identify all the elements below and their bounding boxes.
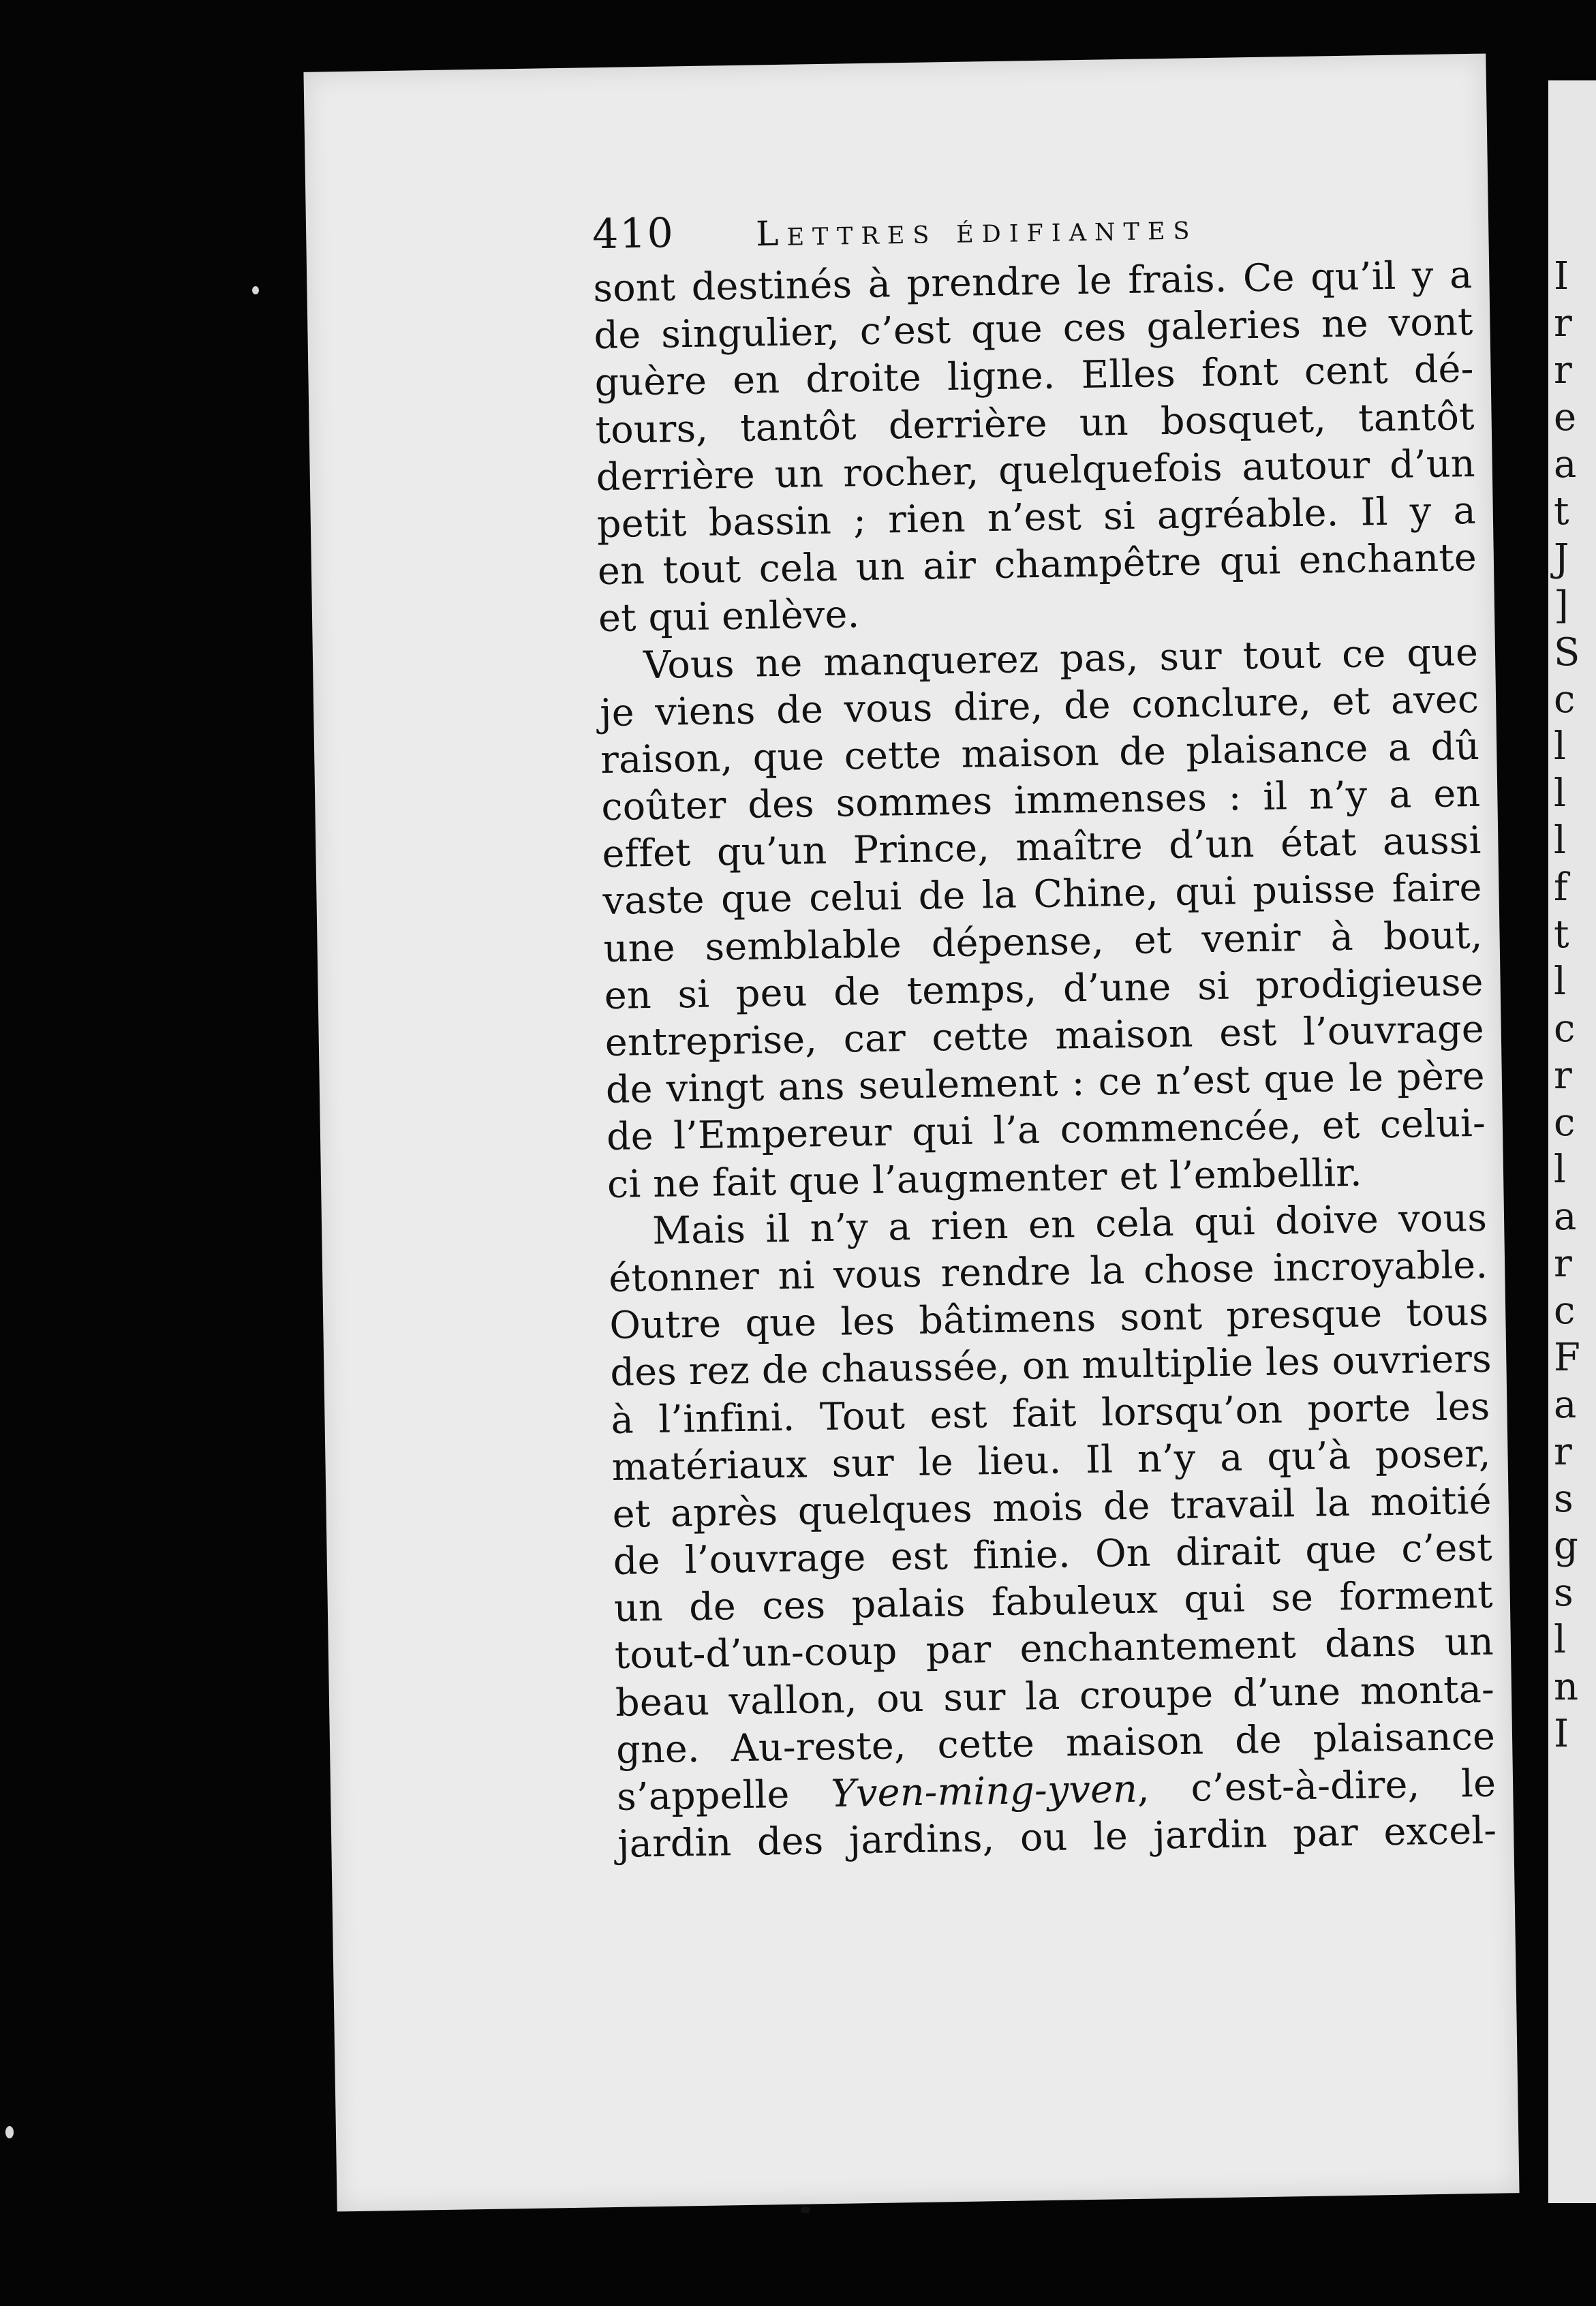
adjacent-page-letter: l xyxy=(1554,771,1566,816)
adjacent-page-letter: f xyxy=(1554,865,1568,910)
running-title: Lettres édifiantes xyxy=(755,207,1198,254)
text-line: raison, que cette maison de plaisance a dû xyxy=(600,724,1480,782)
adjacent-page-letter: c xyxy=(1554,1101,1576,1145)
adjacent-page-letter: a xyxy=(1554,442,1577,487)
dust-speck xyxy=(252,286,259,294)
text-body xyxy=(593,251,1497,1868)
text-line: effet qu’un Prince, maître d’un état aussi xyxy=(602,818,1482,877)
adjacent-page-letter: l xyxy=(1554,818,1566,863)
adjacent-page-letter: r xyxy=(1554,348,1572,393)
text-line: en si peu de temps, d’une si prodigieuse xyxy=(604,959,1484,1018)
text-segment: , c’est-à-dire, le xyxy=(1137,1761,1497,1811)
adjacent-page-letter: F xyxy=(1554,1336,1580,1380)
adjacent-page-edge xyxy=(1548,80,1596,2203)
text-line: Mais il n’y a rien en cela qui doive vous xyxy=(651,1195,1488,1253)
adjacent-page-letter: ] xyxy=(1554,583,1569,628)
text-line: de l’Empereur qui l’a commencée, et celui- xyxy=(606,1101,1486,1160)
text-line: à l’infini. Tout est fait lorsqu’on porte les xyxy=(611,1384,1490,1443)
adjacent-page-letter: s xyxy=(1554,1477,1574,1521)
text-line: des rez de chaussée, on multiplie les ouvriers xyxy=(609,1336,1492,1396)
adjacent-page-letter: c xyxy=(1554,677,1576,722)
adjacent-page-letter: g xyxy=(1554,1524,1578,1568)
text-line: Vous ne manquerez pas, sur tout ce que xyxy=(643,630,1479,688)
text-line: sont destinés à prendre le frais. Ce qu’il y a xyxy=(592,252,1473,311)
text-line: tout-d’un-coup par enchantement dans un xyxy=(614,1620,1494,1678)
adjacent-page-letter: J xyxy=(1554,536,1569,581)
adjacent-page-letter: I xyxy=(1554,254,1569,298)
adjacent-page-letter: t xyxy=(1554,489,1569,534)
text-line: tours, tantôt derrière un bosquet, tantôt xyxy=(595,394,1475,452)
adjacent-page-letter: a xyxy=(1554,1383,1577,1427)
text-line: et après quelques mois de travail la moitié xyxy=(612,1478,1492,1537)
italic-name: Yven-ming-yven xyxy=(830,1766,1138,1816)
text-line: de singulier, c’est que ces galeries ne vont xyxy=(594,300,1473,358)
text-line: vaste que celui de la Chine, qui puisse faire xyxy=(602,865,1482,924)
adjacent-page-letter: r xyxy=(1554,301,1572,345)
text-line: étonner ni vous rendre la chose incroyable. xyxy=(608,1242,1488,1301)
text-line: gne. Au-reste, cette maison de plaisance xyxy=(615,1714,1496,1772)
text-line: je viens de vous dire, de conclure, et avec xyxy=(599,677,1479,735)
adjacent-page-letter: l xyxy=(1554,724,1566,769)
adjacent-page-letter: r xyxy=(1554,1054,1572,1098)
adjacent-page-letter: e xyxy=(1554,395,1577,440)
adjacent-page-letter: S xyxy=(1554,630,1580,675)
adjacent-page-letter: t xyxy=(1554,912,1569,957)
text-line: coûter des sommes immenses : il n’y a en xyxy=(600,771,1481,830)
adjacent-page-letter: l xyxy=(1554,959,1566,1004)
text-line: ci ne fait que l’augmenter et l’embellir. xyxy=(607,1150,1363,1207)
text-line: entreprise, car cette maison est l’ouvrage xyxy=(604,1006,1485,1066)
text-line: et qui enlève. xyxy=(598,592,860,641)
page-number: 410 xyxy=(592,209,675,259)
text-line: un de ces palais fabuleux qui se forment xyxy=(613,1572,1494,1631)
text-segment: s’appelle xyxy=(616,1771,831,1819)
ink-mark xyxy=(801,2207,810,2213)
text-line: petit bassin ; rien n’est si agréable. Il y a xyxy=(596,488,1477,547)
text-line: derrière un rocher, quelquefois autour d’un xyxy=(596,441,1476,499)
adjacent-page-letter: r xyxy=(1554,1242,1572,1286)
text-line: de vingt ans seulement : ce n’est que le père xyxy=(605,1054,1486,1113)
adjacent-page-letter: n xyxy=(1554,1665,1579,1709)
text-line: guère en droite ligne. Elles font cent dé- xyxy=(594,347,1475,405)
book-page xyxy=(303,54,1519,2212)
adjacent-page-letter: a xyxy=(1554,1195,1577,1239)
adjacent-page-letter: r xyxy=(1554,1430,1572,1474)
text-line: matériaux sur le lieu. Il n’y a qu’à poser, xyxy=(611,1431,1492,1490)
text-line: beau vallon, ou sur la croupe d’une monta- xyxy=(615,1667,1495,1725)
adjacent-page-letter: l xyxy=(1554,1148,1566,1192)
text-line: Outre que les bâtimens sont presque tous xyxy=(609,1289,1489,1349)
adjacent-page-letter: c xyxy=(1554,1289,1576,1333)
text-line: jardin des jardins, ou le jardin par excel- xyxy=(617,1808,1497,1867)
adjacent-page-letter: I xyxy=(1554,1712,1569,1756)
page-content xyxy=(592,197,1497,1868)
adjacent-page-letter: c xyxy=(1554,1006,1576,1051)
adjacent-page-letter: l xyxy=(1554,1618,1566,1662)
text-line: une semblable dépense, et venir à bout, xyxy=(603,912,1484,971)
dust-speck xyxy=(5,2126,14,2138)
adjacent-page-letter: s xyxy=(1554,1571,1574,1615)
text-line: en tout cela un air champêtre qui enchante xyxy=(597,535,1477,594)
text-line: de l’ouvrage est finie. On dirait que c’est xyxy=(613,1525,1493,1584)
